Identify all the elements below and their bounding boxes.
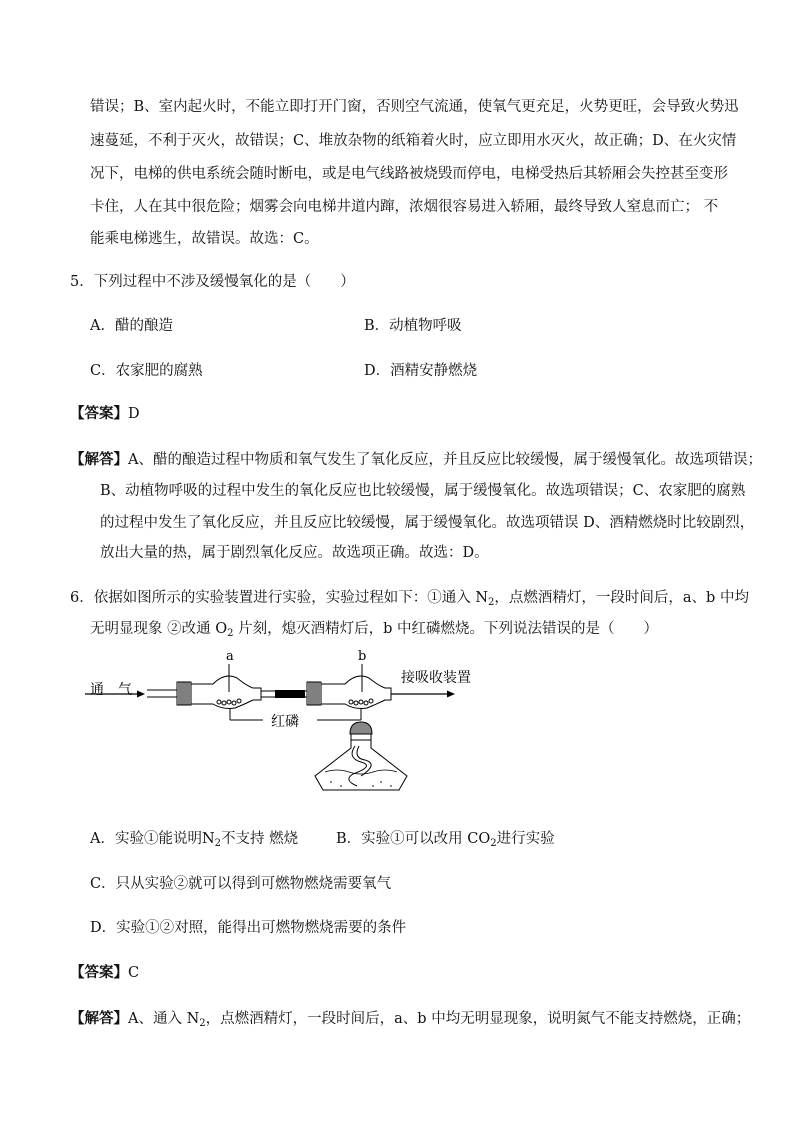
q5-option-a: A．醋的酿造	[90, 318, 173, 334]
subscript: 2	[199, 1018, 206, 1029]
q5-explanation-first	[70, 450, 762, 470]
option-text: 不支持 燃烧	[221, 831, 299, 847]
stem-text: 无明显现象 ②改通 O	[90, 621, 228, 637]
q6-explanation	[70, 1009, 750, 1034]
q4-explanation-line: 能乘电梯逃生，故错误。故选：C。	[90, 231, 319, 247]
q6-option-c: C．只从实验②就可以得到可燃物燃烧需要氧气	[90, 876, 392, 892]
stem-text: ，点燃酒精灯，一段时间后，a、b 中均	[494, 590, 749, 606]
stem-text: 片刻，熄灭酒精灯后，b 中红磷燃烧。下列说法错误的是（ ）	[233, 621, 658, 637]
q5-answer	[70, 404, 140, 424]
q4-explanation-line: 况下，电梯的供电系统会随时断电，或是电气线路被烧毁而停电，电梯受热后其轿厢会失控甚至变形	[90, 166, 728, 182]
option-text: A．实验①能说明N	[90, 831, 215, 847]
q6-stem-line1	[70, 588, 749, 613]
answer-value: D	[128, 406, 140, 422]
option-text: 进行实验	[496, 831, 555, 847]
explain-tag: 【解答】	[70, 1010, 128, 1027]
q4-explanation-line: 错误；B、室内起火时，不能立即打开门窗，否则空气流通，使氧气更充足，火势更旺，会导致火势迅	[90, 99, 739, 115]
answer-tag: 【答案】	[70, 964, 128, 981]
explain-text: ，点燃酒精灯，一段时间后，a、b 中均无明显现象，说明氮气不能支持燃烧，正确；	[205, 1011, 751, 1027]
label-a: a	[226, 649, 234, 664]
q5-explanation-line: 的过程中发生了氧化反应，并且反应比较缓慢，属于缓慢氧化。故选项错误 D、酒精燃烧时比较剧烈，	[100, 515, 755, 531]
q5-option-c: C．农家肥的腐熟	[90, 363, 203, 379]
answer-tag: 【答案】	[70, 405, 128, 422]
option-text: B．实验①可以改用 CO	[336, 831, 491, 847]
q6-stem-line2	[90, 619, 658, 644]
subscript: 2	[214, 838, 222, 849]
q5-option-b: B．动植物呼吸	[364, 318, 462, 334]
label-b: b	[358, 649, 367, 664]
explain-text: A、通入 N	[128, 1011, 200, 1027]
q5-stem: 5．下列过程中不涉及缓慢氧化的是（ ）	[70, 274, 355, 290]
stem-text: 6．依据如图所示的实验装置进行实验，实验过程如下：①通入 N	[70, 590, 489, 606]
subscript: 2	[488, 597, 495, 608]
outlet-label: 接吸收装置	[401, 670, 471, 686]
phosphorus-label: 红磷	[271, 714, 299, 730]
apparatus-figure	[85, 648, 485, 808]
q5-explanation-line: B、动植物呼吸的过程中发生的氧化反应也比较缓慢，属于缓慢氧化。故选项错误；C、农家肥的腐熟	[100, 483, 746, 499]
explain-tag: 【解答】	[70, 451, 128, 468]
subscript: 2	[227, 628, 234, 639]
stopper-icon	[177, 682, 191, 705]
subscript: 2	[490, 838, 497, 849]
answer-value: C	[128, 965, 140, 981]
alcohol-lamp-icon	[315, 722, 407, 790]
q6-answer	[70, 963, 139, 983]
q5-option-d: D．酒精安静燃烧	[364, 363, 478, 379]
stopper-icon	[307, 682, 321, 705]
q6-option-a	[90, 829, 298, 854]
explain-text: A、醋的酿造过程中物质和氧气发生了氧化反应，并且反应比较缓慢，属于缓慢氧化。故选项错误；	[128, 452, 762, 468]
inlet-label: 通 气	[90, 682, 132, 698]
q4-explanation-line: 速蔓延，不利于灭火，故错误；C、堆放杂物的纸箱着火时，应立即用水灭火，故正确；D、在火灾情	[90, 133, 737, 149]
q4-explanation-line: 卡住，人在其中很危险；烟雾会向电梯井道内蹿，浓烟很容易进入轿厢，最终导致人窒息而亡； 不	[90, 199, 719, 215]
q6-option-d: D．实验①②对照，能得出可燃物燃烧需要的条件	[90, 920, 407, 936]
q6-option-b	[336, 829, 555, 854]
q5-explanation-line: 放出大量的热，属于剧烈氧化反应。故选项正确。故选：D。	[100, 545, 489, 561]
